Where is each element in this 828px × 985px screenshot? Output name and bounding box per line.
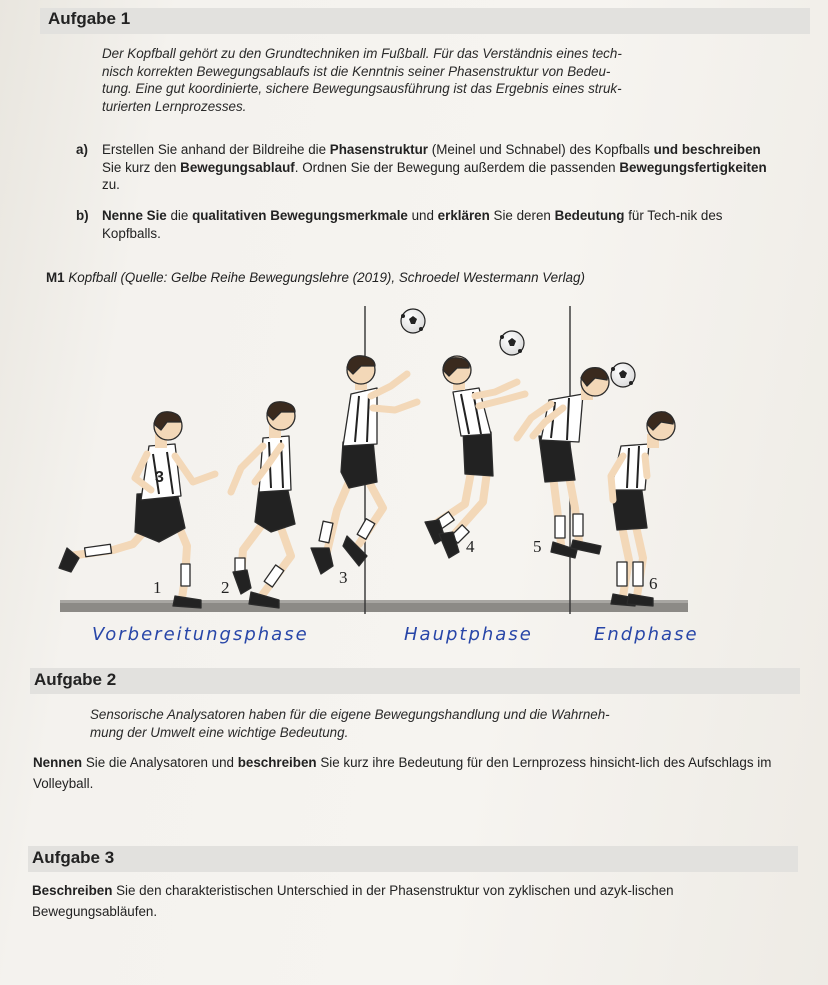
player-figure-4 [425,356,525,558]
football-icon [611,363,635,387]
task2-heading-bar [30,668,800,694]
task3-instruction: Beschreiben Sie den charakteristischen Unterschied in der Phasenstruktur von zyklischen und azyk-lischen Bewegungsabläufen. [32,883,674,919]
player-figure-1 [59,412,215,608]
task3-heading-bar [28,846,798,872]
player-figure-6 [611,412,675,606]
task1-part-b [76,207,782,247]
intro-line: mung der Umwelt eine wichtige Bedeutung. [90,724,349,740]
intro-line: Sensorische Analysatoren haben für die eigene Bewegungshandlung und die Wahrneh- [90,707,610,722]
part-a-label: a) [76,142,88,157]
football-icon [500,331,524,355]
frame-number: 4 [466,537,475,556]
task1-heading: Aufgabe 1 [48,9,131,28]
frame-number: 6 [649,574,658,593]
phase-label-preparation: Vorbereitungsphase [92,624,309,645]
header-sequence-figure [55,296,705,626]
player-figure-3 [311,356,417,574]
figure-source: M1 Kopfball (Quelle: Gelbe Reihe Bewegungslehre (2019), Schroedel Westermann Verlag) [46,270,585,285]
task3-heading: Aufgabe 3 [32,848,115,867]
intro-line: Der Kopfball gehört zu den Grundtechniken im Fußball. Für das Verständnis eines tech- [102,46,622,61]
task1-intro [102,45,802,115]
frame-number: 3 [339,568,348,587]
task2-instruction: Nennen Sie die Analysatoren und beschreiben Sie kurz ihre Bedeutung für den Lernprozess hinsicht-lich des Aufschlags im Volleyball. [33,755,772,791]
part-a-text: Erstellen Sie anhand der Bildreihe die Phasenstruktur (Meinel und Schnabel) des Kopfballs und beschreiben Sie kurz den Bewegungsablauf. Ordnen Sie der Bewegung außerdem die passenden Bewegungsfertigkeiten zu. [102,142,767,192]
football-icon [401,309,425,333]
part-b-text: Nenne Sie die qualitativen Bewegungsmerkmale und erklären Sie deren Bedeutung für Tech-nik des Kopfballs. [102,208,723,241]
task1-heading-bar [40,8,810,34]
task1-part-a [76,141,782,205]
frame-number: 5 [533,537,542,556]
frame-number: 1 [153,578,162,597]
svg-text:3: 3 [155,469,164,486]
task2-intro [90,706,790,741]
frame-number: 2 [221,578,230,597]
task2-heading: Aufgabe 2 [34,670,117,689]
intro-line: nisch korrekten Bewegungsablaufs ist die Kenntnis seiner Phasenstruktur von Bedeu- [102,63,611,79]
player-figure-2 [231,402,295,608]
player-figure-5 [517,368,609,558]
phase-label-main: Hauptphase [404,624,533,645]
part-b-label: b) [76,208,89,223]
phase-label-end: Endphase [594,624,699,645]
intro-line: turierten Lernprozesses. [102,98,247,114]
intro-line: tung. Eine gut koordinierte, sichere Bewegungsausführung ist das Ergebnis eines struk- [102,81,622,96]
